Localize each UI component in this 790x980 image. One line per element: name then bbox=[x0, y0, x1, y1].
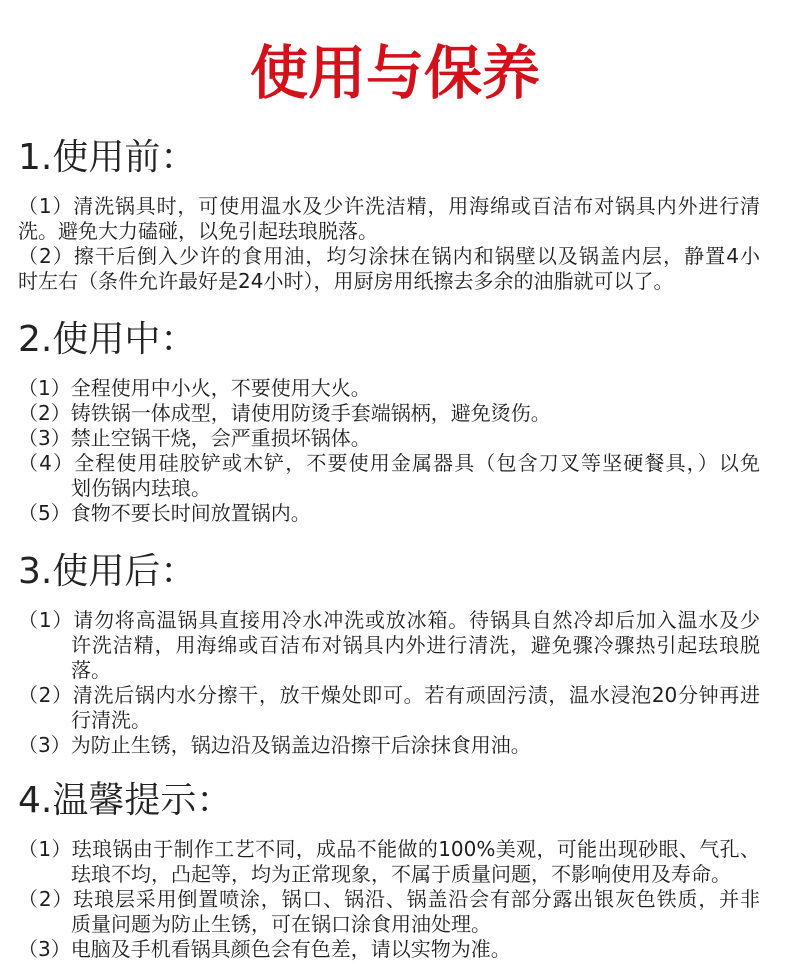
list-item bbox=[18, 401, 760, 426]
instruction-list bbox=[18, 608, 760, 758]
section-tips bbox=[18, 779, 760, 962]
item-line: 洗。避免大力磕碰，以免引起珐琅脱落。 bbox=[18, 218, 378, 243]
instruction-list bbox=[18, 837, 760, 962]
item-line: （3）禁止空锅干烧，会严重损坏锅体。 bbox=[18, 425, 371, 450]
instruction-list bbox=[18, 376, 760, 526]
item-line: （5）食物不要长时间放置锅内。 bbox=[18, 500, 311, 525]
section-during-use bbox=[18, 318, 760, 526]
item-line: 珐琅不均，凸起等，均为正常现象，不属于质量问题，不影响使用及寿命。 bbox=[71, 861, 731, 886]
list-item bbox=[18, 608, 760, 683]
section-heading: 4.温馨提示： bbox=[18, 780, 233, 821]
list-item bbox=[18, 244, 760, 294]
item-line: （1）全程使用中小火，不要使用大火。 bbox=[18, 375, 371, 400]
page-title: 使用与保养 bbox=[249, 39, 540, 107]
list-item bbox=[18, 426, 760, 451]
item-line: （2）铸铁锅一体成型，请使用防烫手套端锅柄，避免烫伤。 bbox=[18, 400, 551, 425]
section-heading: 1.使用前： bbox=[18, 137, 197, 178]
item-line: （2）清洗后锅内水分擦干，放干燥处即可。若有顽固污渍，温水浸泡20分钟再进 bbox=[18, 682, 760, 707]
list-item bbox=[18, 376, 760, 401]
item-line: （4）全程使用硅胶铲或木铲，不要使用金属器具（包含刀叉等坚硬餐具，）以免 bbox=[18, 450, 760, 475]
item-line: （3）为防止生锈，锅边沿及锅盖边沿擦干后涂抹食用油。 bbox=[18, 732, 531, 757]
list-item bbox=[18, 501, 760, 526]
list-item bbox=[18, 451, 760, 501]
item-line: 落。 bbox=[71, 657, 111, 682]
section-before-use bbox=[18, 136, 760, 294]
item-line: （3）电脑及手机看锅具颜色会有色差，请以实物为准。 bbox=[18, 936, 511, 961]
item-line: （1）珐琅锅由于制作工艺不同，成品不能做的100%美观，可能出现砂眼、气孔、 bbox=[18, 836, 760, 861]
section-heading: 2.使用中： bbox=[18, 319, 197, 360]
item-line: 质量问题为防止生锈，可在锅口涂食用油处理。 bbox=[71, 911, 491, 936]
list-item bbox=[18, 937, 760, 962]
list-item bbox=[18, 887, 760, 937]
item-line: 划伤锅内珐琅。 bbox=[71, 475, 211, 500]
item-line: 行清洗。 bbox=[71, 707, 151, 732]
list-item bbox=[18, 837, 760, 887]
item-line: 时左右（条件允许最好是24小时），用厨房用纸擦去多余的油脂就可以了。 bbox=[18, 268, 674, 293]
item-line: （1）请勿将高温锅具直接用冷水冲洗或放冰箱。待锅具自然冷却后加入温水及少 bbox=[18, 607, 760, 632]
item-line: （2）珐琅层采用倒置喷涂，锅口、锅沿、锅盖沿会有部分露出银灰色铁质，并非 bbox=[18, 886, 760, 911]
list-item bbox=[18, 194, 760, 244]
list-item bbox=[18, 683, 760, 733]
instruction-list bbox=[18, 194, 760, 294]
item-line: （1）清洗锅具时，可使用温水及少许洗洁精，用海绵或百洁布对锅具内外进行清 bbox=[18, 193, 760, 218]
section-after-use bbox=[18, 550, 760, 758]
item-line: （2）擦干后倒入少许的食用油，均匀涂抹在锅内和锅壁以及锅盖内层，静置4小 bbox=[18, 243, 760, 268]
item-line: 许洗洁精，用海绵或百洁布对锅具内外进行清洗，避免骤冷骤热引起珐琅脱 bbox=[71, 632, 760, 657]
list-item bbox=[18, 733, 760, 758]
section-heading: 3.使用后： bbox=[18, 551, 197, 592]
